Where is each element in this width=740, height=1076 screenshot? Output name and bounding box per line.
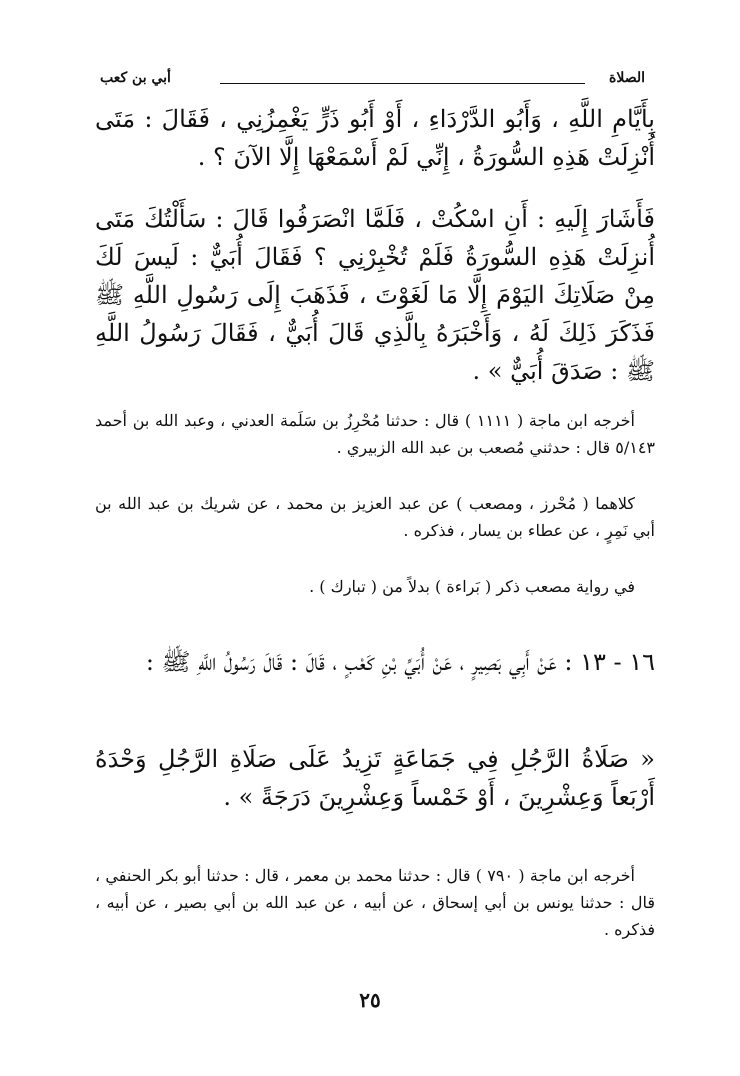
page-number: ٢٥ <box>359 988 381 1012</box>
section-title: أبي بن كعب <box>100 70 171 86</box>
running-header <box>100 70 645 94</box>
hadith-matn: « صَلَاةُ الرَّجُلِ فِي جَمَاعَةٍ تَزِيدُ عَلَى صَلَاةِ الرَّجُلِ وَحْدَهُ أَرْبَعاً وَعِشْرِينَ ، أَوْ خَمْساً وَعِشْرِينَ دَرَجَةً » . <box>95 745 655 811</box>
header-rule <box>220 83 585 84</box>
hadith-text-continued: بِأَيَّامِ اللَّهِ ، وَأَبُو الدَّرْدَاءِ ، أَوْ أَبُو ذَرٍّ يَغْمِزُنِي ، فَقَالَ : مَتَى أُنْزِلَتْ هَذِهِ السُّورَةُ ، إِنِّي لَمْ أَسْمَعْهَا إِلَّا الآنَ ؟ . <box>95 105 655 171</box>
takhrij-note-4: أخرجه ابن ماجة ( ٧٩٠ ) قال : حدثنا محمد بن معمر ، قال : حدثنا أبو بكر الحنفي ، قال : حدثنا يونس بن أبي إسحاق ، عن أبيه ، عن عبد الله بن أبي بصير ، عن أبيه ، فذكره . <box>95 866 656 939</box>
hadith-text-paragraph: فَأَشَارَ إِلَيهِ : أَنِ اسْكُتْ ، فَلَمَّا انْصَرَفُوا قَالَ : سَأَلْتُكَ مَتَى أُنزِلَتْ هَذِهِ السُّورَةُ فَلَمْ تُخْبِرْنِي ؟ فَقَالَ أُبَيٌّ : لَيسَ لَكَ مِنْ صَلَاتِكَ اليَوْمَ إِلَّا مَا لَغَوْتَ ، فَذَهَبَ إِلَى رَسُولِ اللَّهِ ﷺ فَذَكَرَ ذَلِكَ لَهُ ، وَأَخْبَرَهُ بِالَّذِي قَالَ أُبَيٌّ ، فَقَالَ رَسُولُ اللَّهِ ﷺ : صَدَقَ أُبَيٌّ » . <box>95 205 655 385</box>
takhrij-note-2: كلاهما ( مُحْرز ، ومصعب ) عن عبد العزيز بن محمد ، عن شريك بن عبد الله بن أبي نَمِرٍ ، عن عطاء بن يسار ، فذكره . <box>95 494 655 540</box>
chapter-title: الصلاة <box>609 70 645 86</box>
hadith-heading: ١٦ - ١٣ : عَنْ أَبِي بَصِيرٍ ، عَنْ أُبَيِّ بْنِ كَعْبٍ ، قَالَ : قَالَ رَسُولُ اللَّهِ ﷺ : <box>145 648 655 676</box>
takhrij-note-1: أخرجه ابن ماجة ( ١١١١ ) قال : حدثنا مُحْرِزُ بن سَلَمة العدني ، وعبد الله بن أحمد ٥/١٤٣ قال : حدثني مُصعب بن عبد الله الزبيري . <box>95 411 655 457</box>
takhrij-note-3: في رواية مصعب ذكر ( بَراءة ) بدلاً من ( تبارك ) . <box>309 577 635 596</box>
